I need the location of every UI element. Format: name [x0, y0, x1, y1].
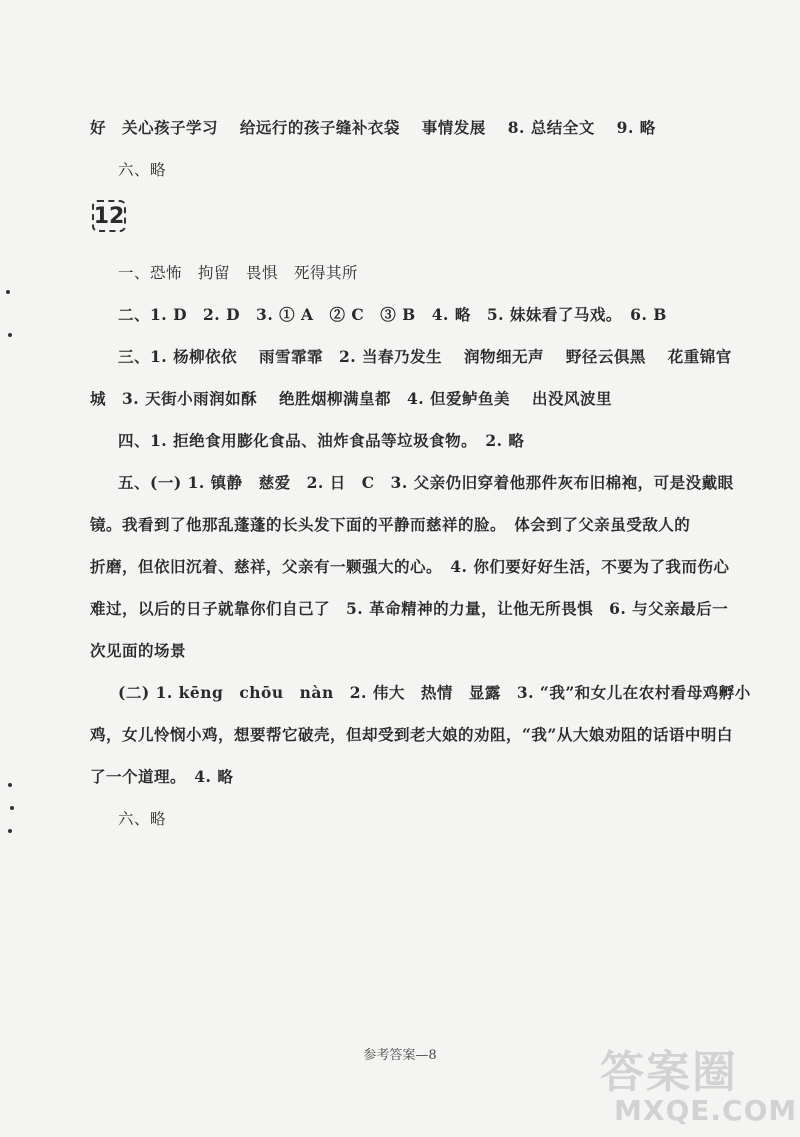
answer-line-q5h: 了一个道理。 4. 略 [90, 767, 234, 786]
answer-line-q5d: 难过，以后的日子就靠你们自己了 5. 革命精神的力量，让他无所畏惧 6. 与父亲最后一 [90, 599, 729, 618]
watermark-top: 答案圈 [600, 1047, 738, 1098]
answer-line-q5b: 镜。我看到了他那乱蓬蓬的长头发下面的平静而慈祥的脸。 体会到了父亲虽受敌人的 [90, 515, 691, 534]
answer-line-q5a: 五、(一) 1. 镇静 慈爱 2. 日 C 3. 父亲仍旧穿着他那件灰布旧棉袍，可是没戴眼 [118, 473, 734, 492]
answer-line-1: 好 关心孩子学习 给远行的孩子缝补衣袋 事情发展 8. 总结全文 9. 略 [90, 118, 656, 137]
watermark-bottom: MXQE.COM [614, 1094, 798, 1127]
section-six-line: 六、略 [118, 161, 167, 179]
answer-line-q6: 六、略 [118, 810, 167, 828]
answer-line-q5f: (二) 1. kēng chōu nàn 2. 伟大 热情 显露 3. “我”和女儿在农村看母鸡孵小 [118, 683, 751, 702]
answer-line-q3b: 城 3. 天街小雨润如酥 绝胜烟柳满皇都 4. 但爱鲈鱼美 出没风波里 [90, 389, 612, 408]
scan-mark [6, 290, 10, 294]
answer-line-q5e: 次见面的场景 [90, 641, 187, 660]
scan-mark [8, 333, 12, 337]
section-number-badge: 12 [92, 200, 126, 232]
scan-mark [8, 829, 12, 833]
scan-mark [10, 806, 14, 810]
answer-line-q3a: 三、1. 杨柳依依 雨雪霏霏 2. 当春乃发生 润物细无声 野径云俱黑 花重锦官 [118, 347, 732, 366]
page-footer: 参考答案—8 [363, 1048, 437, 1063]
answer-line-q1: 一、恐怖 拘留 畏惧 死得其所 [118, 264, 359, 282]
answer-line-q5g: 鸡，女儿怜悯小鸡，想要帮它破壳，但却受到老大娘的劝阻，“我”从大娘劝阻的话语中明白 [90, 725, 733, 744]
answer-line-q4: 四、1. 拒绝食用膨化食品、油炸食品等垃圾食物。 2. 略 [118, 431, 525, 450]
watermark-logo [600, 1036, 798, 1131]
answer-line-q5c: 折磨，但依旧沉着、慈祥，父亲有一颗强大的心。 4. 你们要好好生活，不要为了我而伤心 [90, 557, 730, 576]
answer-line-q2: 二、1. D 2. D 3. ① A ② C ③ B 4. 略 5. 妹妹看了马戏。 6. B [118, 305, 667, 324]
scan-mark [8, 783, 12, 787]
